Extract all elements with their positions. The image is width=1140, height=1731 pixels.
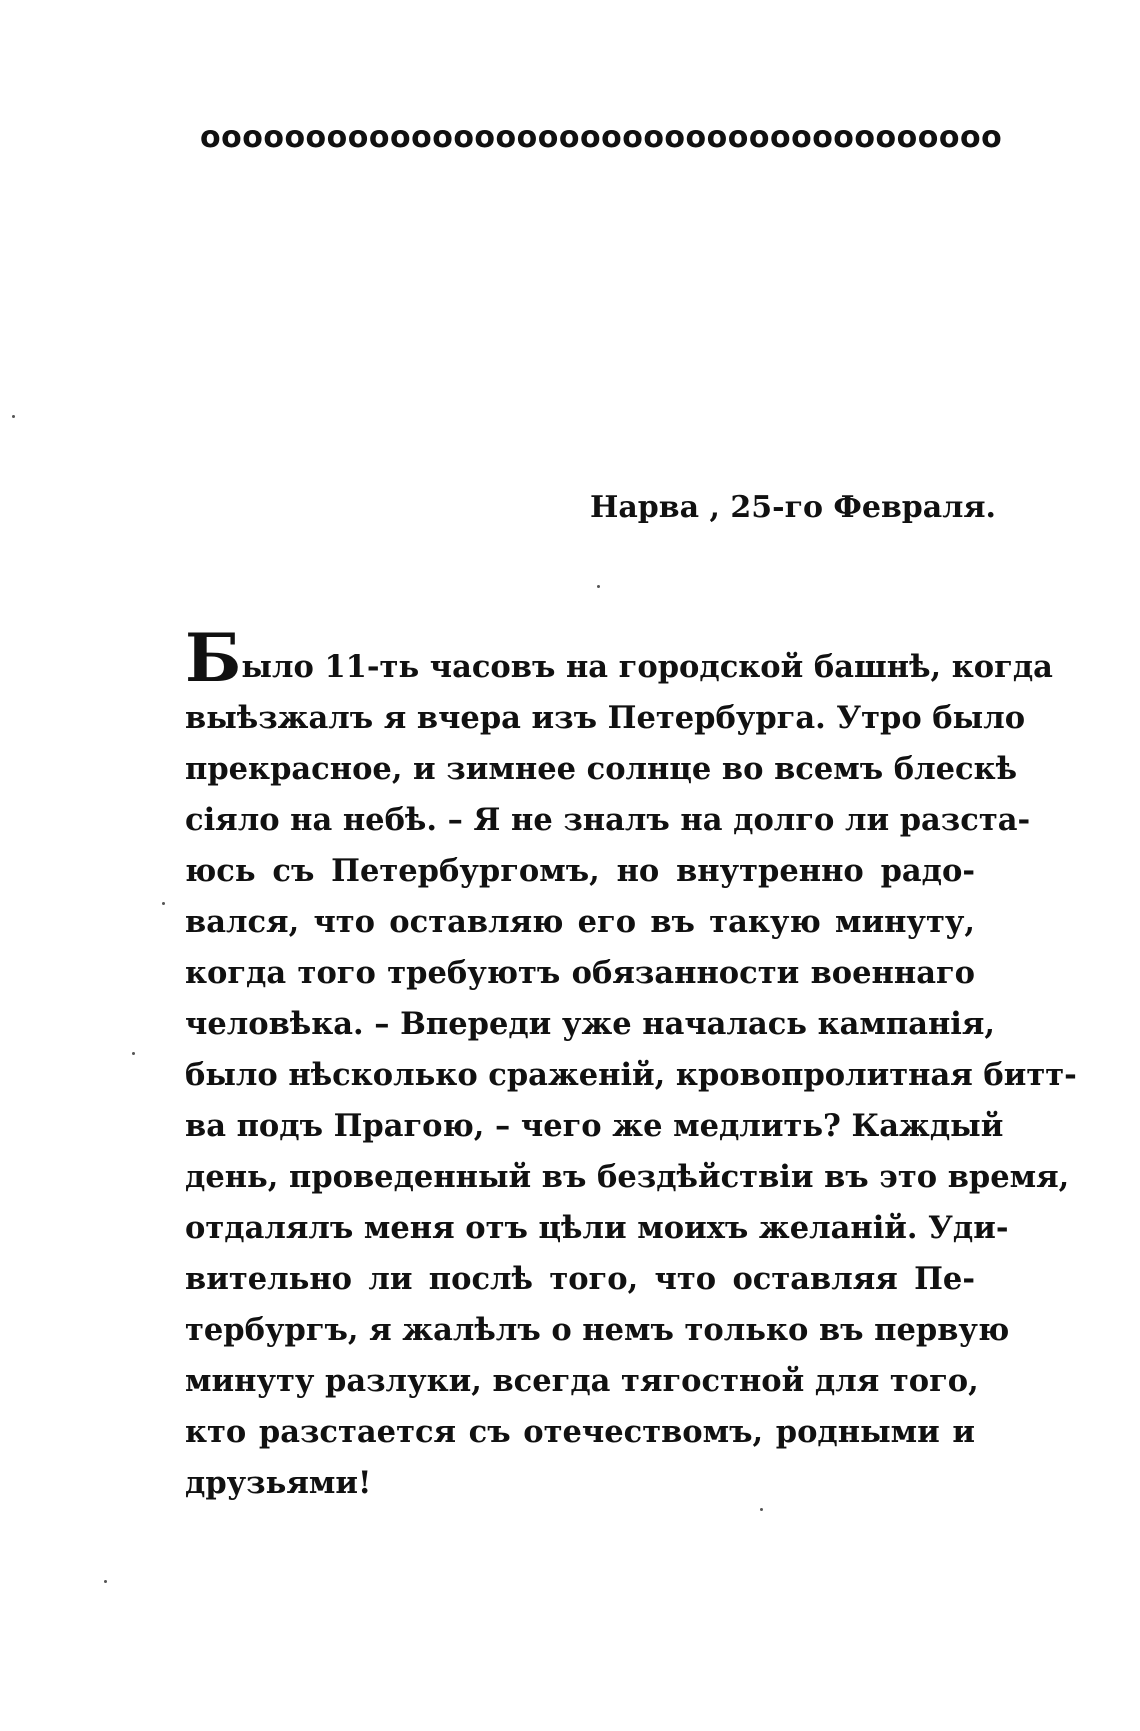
text-line: сіяло на небѣ. – Я не зналъ на долго ли разста- [185, 802, 1031, 838]
print-speck [597, 585, 600, 588]
text-line: отдалялъ меня отъ цѣли моихъ желаній. Уди- [185, 1210, 1009, 1246]
print-speck [760, 1508, 763, 1511]
text-line: ва подъ Прагою, – чего же медлить? Каждый [185, 1108, 1004, 1144]
ornamental-border: oooooooooooooooooooooooooooooooooooooo [200, 120, 1003, 155]
text-line: прекрасное, и зимнее солнце во всемъ блескѣ [185, 751, 1018, 787]
text-line: минуту разлуки, всегда тягостной для того, [185, 1363, 979, 1399]
text-line-last: друзьями! [185, 1465, 372, 1501]
text-line: тербургъ, я жалѣлъ о немъ только въ первую [185, 1312, 1010, 1348]
text-line: день, проведенный въ бездѣйствіи въ это время, [185, 1159, 1070, 1195]
text-line: было нѣсколько сраженій, кровопролитная битт- [185, 1057, 1077, 1093]
text-line [185, 619, 1053, 697]
print-speck [12, 415, 15, 418]
print-speck [104, 1580, 107, 1583]
text-line: юсь съ Петербургомъ, но внутренно радо- [185, 853, 975, 889]
print-speck [162, 902, 165, 905]
text-line-content: ыло 11-ть часовъ на городской башнѣ, когда [241, 649, 1053, 685]
text-line: когда того требуютъ обязанности военнаго [185, 955, 975, 991]
text-line: вался, что оставляю его въ такую минуту, [185, 904, 975, 940]
print-speck [132, 1052, 135, 1055]
text-line: вительно ли послѣ того, что оставляя Пе- [185, 1261, 975, 1297]
text-line: выѣзжалъ я вчера изъ Петербурга. Утро было [185, 700, 1026, 736]
text-line: кто разстается съ отечествомъ, родными и [185, 1414, 975, 1450]
body-paragraph [185, 619, 1077, 1509]
text-line: человѣка. – Впереди уже началась кампанія, [185, 1006, 996, 1042]
dateline: Нарва , 25-го Февраля. [590, 490, 996, 525]
drop-cap: Б [185, 619, 242, 697]
